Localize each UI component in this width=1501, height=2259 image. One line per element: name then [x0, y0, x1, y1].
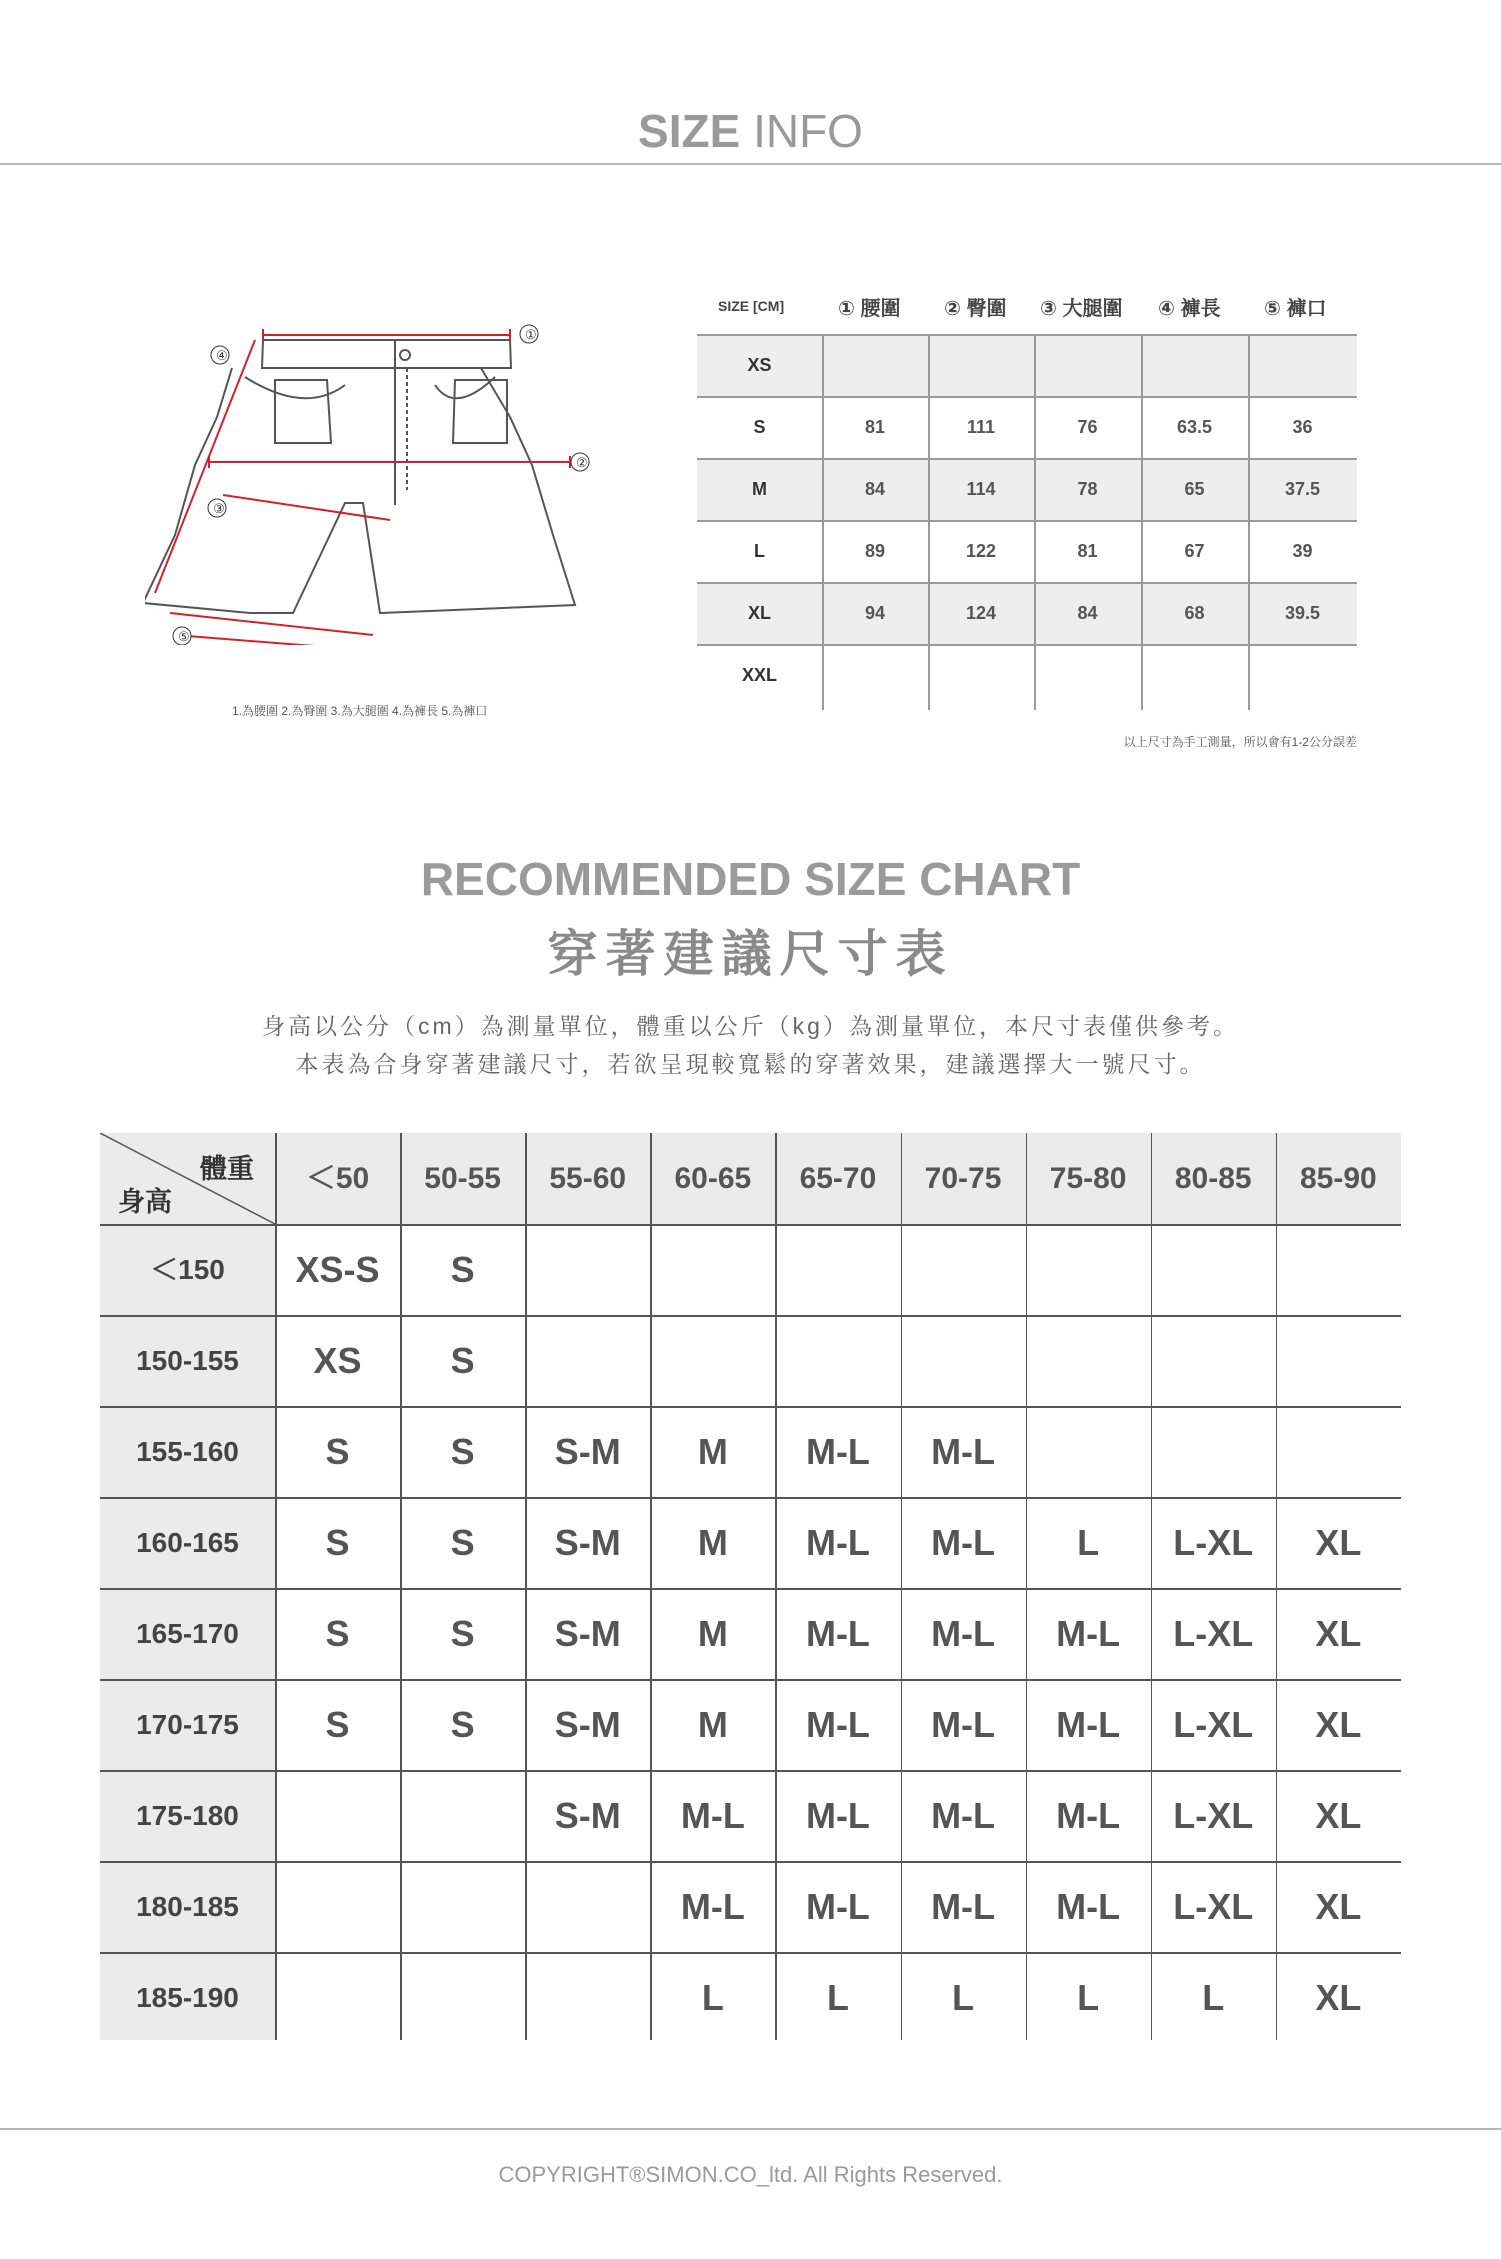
corner-weight-label: 體重	[200, 1154, 254, 1184]
height-label: ＜150	[150, 1254, 225, 1285]
recommended-size: M-L	[1056, 1613, 1121, 1654]
marker-3: ③	[213, 501, 225, 516]
recommended-size: S	[325, 1613, 350, 1654]
shorts-diagram	[145, 305, 590, 645]
table-rule	[1248, 334, 1250, 710]
recommended-size: M-L	[931, 1704, 996, 1745]
marker-5: ⑤	[178, 629, 190, 644]
recommended-size	[1026, 1406, 1151, 1497]
recommended-size: S	[325, 1522, 350, 1563]
weight-header: 85-90	[1299, 1162, 1377, 1195]
recommended-size: S	[325, 1431, 350, 1472]
recommended-size: M-L	[805, 1522, 870, 1563]
weight-header: 50-55	[424, 1162, 501, 1195]
recommended-size: M-L	[805, 1431, 870, 1472]
size-value: 124	[965, 603, 997, 623]
recommended-size	[275, 1861, 400, 1952]
size-value: 63.5	[1176, 417, 1213, 437]
height-label: 165-170	[136, 1618, 239, 1649]
recommended-size: M-L	[931, 1522, 996, 1563]
recommended-title: RECOMMENDED SIZE CHART	[420, 853, 1081, 905]
recommended-size	[400, 1952, 525, 2043]
weight-header: 55-60	[549, 1162, 627, 1195]
height-label: 180-185	[136, 1891, 239, 1922]
recommended-size	[400, 1861, 525, 1952]
size-value: 39.5	[1284, 603, 1321, 623]
table-rule	[697, 396, 1357, 398]
recommended-size: L	[1077, 1977, 1100, 2018]
recommended-size: L	[826, 1977, 849, 2018]
recommended-size: XL	[1315, 1522, 1362, 1563]
size-table-header: SIZE [CM]	[718, 298, 785, 314]
size-label: S	[753, 417, 766, 437]
recommended-size: S-M	[554, 1704, 621, 1745]
recommended-size: M	[697, 1613, 728, 1654]
recommended-size	[525, 1861, 650, 1952]
recommended-size: M-L	[805, 1795, 870, 1836]
size-table-header: ① 腰圍	[838, 298, 901, 320]
recommended-size: M	[697, 1522, 728, 1563]
table-rule	[697, 520, 1357, 522]
size-table-header: ⑤ 褲口	[1264, 298, 1327, 320]
recommended-size	[1026, 1224, 1151, 1315]
size-value: 67	[1184, 541, 1205, 561]
recommended-size: M	[697, 1704, 728, 1745]
recommended-size: M-L	[931, 1886, 996, 1927]
recommended-size	[1026, 1315, 1151, 1406]
size-label: XXL	[741, 665, 777, 685]
recommended-size	[1151, 1406, 1276, 1497]
recommended-size	[901, 1315, 1026, 1406]
recommended-size: XL	[1315, 1613, 1362, 1654]
weight-header: 65-70	[799, 1162, 877, 1195]
recommended-size	[400, 1770, 525, 1861]
recommended-size: XL	[1315, 1886, 1362, 1927]
recommended-size	[275, 1770, 400, 1861]
recommended-size: M-L	[1056, 1795, 1121, 1836]
size-value: 81	[1077, 541, 1098, 561]
recommended-size: M-L	[805, 1886, 870, 1927]
size-value: 89	[864, 541, 886, 561]
marker-2: ②	[576, 455, 588, 470]
recommended-size: L-XL	[1173, 1886, 1254, 1927]
size-value: 65	[1184, 479, 1205, 499]
recommended-size	[1276, 1406, 1401, 1497]
height-label: 160-165	[136, 1527, 239, 1558]
size-value: 122	[965, 541, 997, 561]
title-light: INFO	[753, 105, 863, 157]
recommended-size: L-XL	[1173, 1704, 1254, 1745]
size-label: XL	[747, 603, 771, 623]
recommended-size	[525, 1224, 650, 1315]
table-rule	[1141, 334, 1143, 710]
footer-divider	[0, 2128, 1501, 2130]
recommended-size	[901, 1224, 1026, 1315]
recommended-size: L	[701, 1977, 724, 2018]
recommended-size	[1151, 1315, 1276, 1406]
size-value: 111	[966, 417, 996, 437]
recommended-desc: 身高以公分（cm）為測量單位，體重以公斤（kg）為測量單位，本尺寸表僅供參考。	[262, 1013, 1239, 1039]
size-value: 39	[1292, 541, 1313, 561]
recommended-size: M-L	[1056, 1886, 1121, 1927]
recommended-size: M-L	[931, 1613, 996, 1654]
divider	[0, 163, 1501, 165]
recommended-size: L-XL	[1173, 1522, 1254, 1563]
recommended-size: S	[325, 1704, 350, 1745]
corner-height-label: 身高	[118, 1187, 172, 1217]
recommended-size: S	[450, 1431, 475, 1472]
size-table-header: ② 臀圍	[944, 298, 1007, 320]
recommended-size	[775, 1315, 900, 1406]
size-note: 以上尺寸為手工測量，所以會有1-2公分誤差	[1123, 735, 1357, 749]
size-row-bg	[822, 334, 1357, 396]
size-value: 84	[864, 479, 886, 499]
recommended-size: XS	[313, 1340, 362, 1381]
recommended-size	[1276, 1224, 1401, 1315]
recommended-size: XS-S	[295, 1249, 380, 1290]
shorts-illustration	[145, 305, 590, 645]
recommended-size: M-L	[805, 1704, 870, 1745]
height-label: 155-160	[136, 1436, 239, 1467]
height-label: 150-155	[136, 1345, 239, 1376]
recommended-size: XL	[1315, 1704, 1362, 1745]
recommended-size: L	[952, 1977, 975, 2018]
size-value: 114	[966, 479, 996, 499]
recommended-size: S-M	[554, 1522, 621, 1563]
table-rule	[697, 458, 1357, 460]
size-value: 37.5	[1284, 479, 1321, 499]
size-value: 68	[1184, 603, 1205, 623]
recommended-size: XL	[1315, 1977, 1362, 2018]
page-title	[0, 104, 1501, 158]
weight-header: 75-80	[1049, 1162, 1127, 1195]
diagram-caption: 1.為腰圍 2.為臀圍 3.為大腿圍 4.為褲長 5.為褲口	[232, 704, 488, 718]
recommended-size: L-XL	[1173, 1613, 1254, 1654]
recommended-size: S	[450, 1704, 475, 1745]
marker-1: ①	[525, 327, 537, 342]
table-rule	[697, 644, 1357, 646]
recommended-size: S	[450, 1522, 475, 1563]
recommended-size	[525, 1315, 650, 1406]
recommended-size: S-M	[554, 1613, 621, 1654]
recommended-size	[1151, 1224, 1276, 1315]
recommended-size: L-XL	[1173, 1795, 1254, 1836]
size-label: XS	[747, 355, 772, 375]
recommended-size: S	[450, 1249, 475, 1290]
size-table-header: ③ 大腿圍	[1040, 298, 1123, 320]
recommended-size: XL	[1315, 1795, 1362, 1836]
table-rule	[697, 582, 1357, 584]
size-value: 76	[1077, 417, 1098, 437]
weight-header: 60-65	[674, 1162, 752, 1195]
size-label: L	[754, 541, 765, 561]
recommended-size	[1276, 1315, 1401, 1406]
recommended-size	[650, 1315, 775, 1406]
title-bold: SIZE	[638, 105, 741, 157]
table-rule	[822, 334, 824, 710]
table-rule	[697, 334, 1357, 336]
recommended-desc: 本表為合身穿著建議尺寸，若欲呈現較寬鬆的穿著效果，建議選擇大一號尺寸。	[295, 1051, 1206, 1077]
recommended-size: L	[1077, 1522, 1100, 1563]
recommended-size: S-M	[554, 1795, 621, 1836]
recommended-size: S	[450, 1340, 475, 1381]
size-label: M	[752, 479, 767, 499]
recommended-size: M-L	[680, 1886, 745, 1927]
size-value: 81	[864, 417, 886, 437]
recommended-title-cn: 穿著建議尺寸表	[547, 926, 954, 982]
recommended-size: M-L	[931, 1431, 996, 1472]
size-value: 94	[864, 603, 886, 623]
recommended-size	[525, 1952, 650, 2043]
size-value: 78	[1077, 479, 1098, 499]
size-table-header: ④ 褲長	[1158, 298, 1221, 320]
recommended-size: M-L	[805, 1613, 870, 1654]
recommended-size: M	[697, 1431, 728, 1472]
weight-header: ＜50	[305, 1162, 370, 1195]
marker-4: ④	[216, 348, 228, 363]
weight-header: 70-75	[924, 1162, 1002, 1195]
height-label: 185-190	[136, 1982, 239, 2013]
height-label: 170-175	[136, 1709, 239, 1740]
recommended-size	[775, 1224, 900, 1315]
recommended-size: L	[1202, 1977, 1225, 2018]
size-value: 36	[1292, 417, 1313, 437]
recommended-size: S	[450, 1613, 475, 1654]
table-rule	[1034, 334, 1036, 710]
copyright: COPYRIGHT®SIMON.CO_ltd. All Rights Reserved.	[498, 2162, 1003, 2187]
recommended-size: M-L	[680, 1795, 745, 1836]
height-label: 175-180	[136, 1800, 239, 1831]
recommended-size: M-L	[1056, 1704, 1121, 1745]
weight-header: 80-85	[1174, 1162, 1252, 1195]
recommended-size	[275, 1952, 400, 2043]
recommended-size	[650, 1224, 775, 1315]
size-value: 84	[1077, 603, 1098, 623]
recommended-size: M-L	[931, 1795, 996, 1836]
recommended-size: S-M	[554, 1431, 621, 1472]
table-rule	[928, 334, 930, 710]
